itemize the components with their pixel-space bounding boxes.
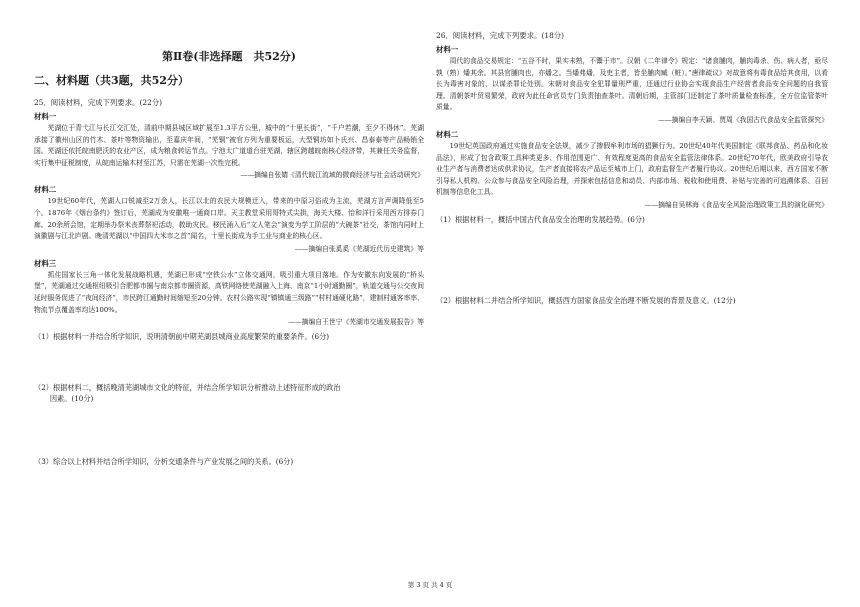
q25-material1-source: ——摘编自张婧《清代皖江流域的微商经济与社会活动研究》 [240,171,424,180]
q25-subquestion-3: （3）综合以上材料并结合所学知识，分析交通条件与产业发展之间的关系。(6分) [34,457,294,467]
q26-subquestion-2: （2）根据材料二并结合所学知识，概括西方国家食品安全治理不断发展的背景及意义。(12分) [436,295,736,305]
q25-material2-label: 材料二 [34,185,57,195]
q25-material3-source: ——摘编自王世宁《芜湖市交通发展报告》等 [288,318,424,327]
q26-title: 26．阅读材料，完成下列要求。(18分) [436,31,565,40]
q25-material1-text: 芜湖位于青弋江与长江交汇处，清前中期县城区域扩展至1.3平方公里，城中的“十里长街”，“千户若潮，至夕不得休”。芜湖承接了徽州山区的竹木、茶叶等物资输出，至嘉庆年间，“芜铜”被官方列为重要板运，大型铜坊如卜氏兴、昌泰泰等产品畅销全国。芜湖还依托皖南肥沃的农业产区，成为粮食转运节点。宁池太广道道台驻芜湖，辖区跨越皖南核心经济带，其兼任关务监督，实行集中征税制度，从皖南运输木材至江苏，只需在芜湖一次性完税。 [34,124,424,167]
q26-material2-text: 19世纪英国政府通过实施食品安全法规，减少了掺假牟利市场的猖獗行为。20世纪40年代美国制定《联邦食品、药品和化妆品法》，形成了包含政策工具种类更多、作用范围更广、有效程度更高的食品安全监管法律体系。20世纪70年代，欧美政府引导农业生产者与消费者达成供求协议，生产者直接将农产品运至城市上门，政府监督生产者履行协议。20世纪后期以来，西方国家不断引导私人机构、公众参与食品安全风险治理，并探索包括信息和动员、内部市场、税收和使用费、补贴与完善的可追溯体系、召回机制等信息化工具。 [436,141,828,197]
answer-space [436,225,828,295]
answer-space [34,404,424,456]
q25-material2-text: 19世纪60年代，芜湖人口锐减至2万余人，长江以北的农民大规模迁入，带来的中原习俗成为主流，芜湖方言声调降低至5个。1876年《烟台条约》签订后，芜湖成为安徽唯一通商口岸。天主教堂采用哥特式尖拱，海关大楼、怡和洋行采用西方排券门廊。20余所会馆，定期举办祭米丧葬祭祀活动，救助灾民。移民涌入后“文人笔会”演变为学工阶层的“大碗茶”社交，茶馆内同时上演徽剧与江北庐剧。晚清芜湖以“中国四大米市之首”闻名，十里长街成为手工业与商业的核心区。 [34,197,424,241]
left-column [34,30,424,467]
q25-subquestion-2-cont: 因素。(10分) [49,394,94,404]
q26-material1-label: 材料一 [436,45,459,54]
q25-material2-source: ——摘编自张奚奚《芜湖近代历史建筑》等 [294,244,424,253]
q25-title: 25．阅读材料，完成下列要求。(22分) [34,98,163,107]
q26-material1-text: 周代的食品交易规定：“五谷不时，果实未熟，不鬻于市”。汉朝《二年律令》规定：“诸食脯肉，脯肉毒杀、伤、病人者，亟尽孰（熟）燔其余。其县官脯肉也，亦燔之。当燔弗燔，及吏主者，皆坐脯肉臧（赃）。”唐律疏议》对故意将有毒食品给其食用，以肴长为毒害对象的，以谋杀罪论处别。宋朝对食品安全犯罪量刑严重，还通过行业协会实现食品生产经营者食品安全问题的自我管理。清朝茶叶贸易繁荣，政府为此任命官员专门负责抽查茶叶。清朝后期，主管部门还制定了茶叶质量检查标准，全方位监管茶叶质量。 [436,57,828,112]
answer-space [34,342,424,382]
q25-subquestion-1: （1）根据材料一并结合所学知识，说明清朝前中期芜湖县城商业高度繁荣的重要条件。(6分) [34,332,330,342]
q26-material1-source: ——摘编自李天颖、贾周《我国古代食品安全监管探究》 [658,115,828,124]
q26-material2-label: 材料二 [436,129,459,139]
q25-subquestion-2: （2）根据材料二，概括晚清芜湖城市文化的特征，并结合所学知识分析推动上述特征形成的政治 [34,383,341,393]
q25-material1-label: 材料一 [34,112,57,121]
q26-material2-source: ——摘编自吴林海《食品安全风险治理政策工具的演化研究》 [644,200,828,209]
q25-material3-label: 材料三 [34,258,57,268]
right-column [436,30,828,306]
q25-material3-text: 抓住国家长三角一体化发展战略机遇，芜湖已形成“空铁公水”立体交通网，吸引重大项目落地。作为安徽东向发展的“桥头堡”，芜湖通过交通枢纽吸引合肥都市圈与南京都市圈资源，高铁网络使芜湖融入上海、南京“1小时通勤圈”，轨道交通与公交夜间延时服务促进了“夜间经济”，市民跨江通勤时间缩短至20分钟。农村公路实现“镇镇通三级路”“村村通硬化路”，建制村通客率率、物流节点覆盖率均达100%。 [34,270,424,314]
q26-subquestion-1: （1）根据材料一，概括中国古代食品安全治理的发展趋势。(6分) [436,214,645,224]
part-title: 二、材料题（共3题，共52分） [34,74,189,87]
section-header: 第Ⅱ卷(非选择题 共52分) [162,50,296,63]
page-footer: 第 3 页 共 4 页 [407,581,453,589]
